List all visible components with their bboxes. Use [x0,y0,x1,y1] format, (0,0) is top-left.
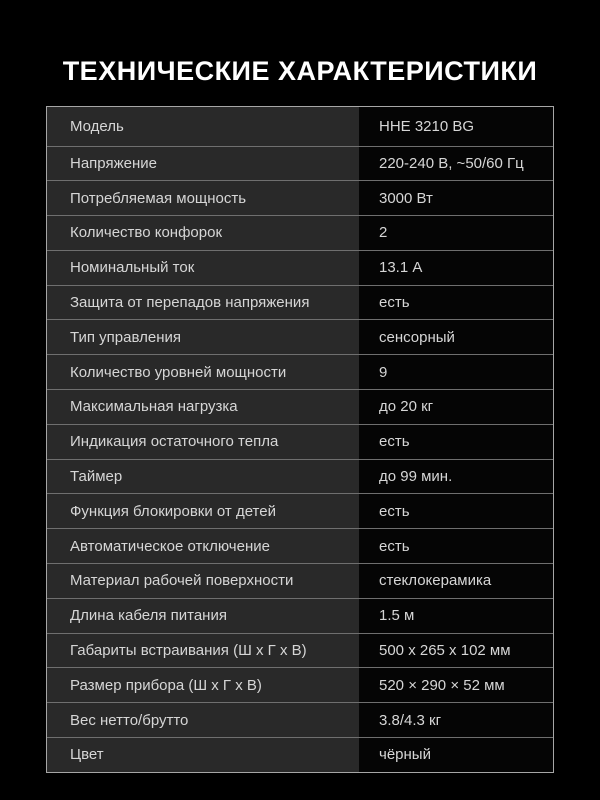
spec-table [46,106,554,773]
spec-row-label: Размер прибора (Ш х Г х В) [47,668,359,702]
spec-row-value: есть [359,529,553,563]
spec-row-value: есть [359,494,553,528]
spec-row-value: сенсорный [359,320,553,354]
spec-row-value: 220-240 В, ~50/60 Гц [359,147,553,181]
spec-row-value: есть [359,425,553,459]
spec-row [47,424,553,459]
spec-row-label: Потребляемая мощность [47,181,359,215]
spec-row-value: 9 [359,355,553,389]
spec-row [47,459,553,494]
spec-row-label: Номинальный ток [47,251,359,285]
spec-row [47,250,553,285]
spec-row-label: Автоматическое отключение [47,529,359,563]
spec-row-value: 13.1 А [359,251,553,285]
spec-row-label: Количество уровней мощности [47,355,359,389]
spec-row-label: Вес нетто/брутто [47,703,359,737]
spec-row-label: Длина кабеля питания [47,599,359,633]
spec-row [47,180,553,215]
spec-row [47,737,553,772]
spec-row-value: 520 × 290 × 52 мм [359,668,553,702]
spec-row [47,493,553,528]
spec-row-value: HHE 3210 BG [359,107,553,146]
spec-row [47,702,553,737]
spec-row-label: Материал рабочей поверхности [47,564,359,598]
spec-row-value: 3.8/4.3 кг [359,703,553,737]
spec-row-label: Модель [47,107,359,146]
spec-row-value: 3000 Вт [359,181,553,215]
spec-row-value: есть [359,286,553,320]
spec-row-value: стеклокерамика [359,564,553,598]
spec-row-label: Габариты встраивания (Ш х Г х В) [47,634,359,668]
spec-row-label: Таймер [47,460,359,494]
spec-row-label: Количество конфорок [47,216,359,250]
spec-row [47,146,553,181]
spec-row-label: Напряжение [47,147,359,181]
spec-row [47,319,553,354]
spec-row [47,285,553,320]
spec-row-value: 1.5 м [359,599,553,633]
page-title: ТЕХНИЧЕСКИЕ ХАРАКТЕРИСТИКИ [62,56,538,86]
spec-row [47,215,553,250]
spec-row-label: Индикация остаточного тепла [47,425,359,459]
spec-row [47,107,553,146]
spec-row-value: чёрный [359,738,553,772]
spec-row-label: Максимальная нагрузка [47,390,359,424]
spec-row-label: Функция блокировки от детей [47,494,359,528]
spec-row [47,528,553,563]
spec-row-value: до 99 мин. [359,460,553,494]
spec-row [47,667,553,702]
spec-row-label: Защита от перепадов напряжения [47,286,359,320]
spec-row-label: Тип управления [47,320,359,354]
spec-row-label: Цвет [47,738,359,772]
spec-row-value: до 20 кг [359,390,553,424]
spec-row-value: 500 х 265 х 102 мм [359,634,553,668]
spec-row [47,389,553,424]
spec-row-value: 2 [359,216,553,250]
spec-row [47,563,553,598]
spec-row [47,354,553,389]
spec-row [47,633,553,668]
spec-row [47,598,553,633]
